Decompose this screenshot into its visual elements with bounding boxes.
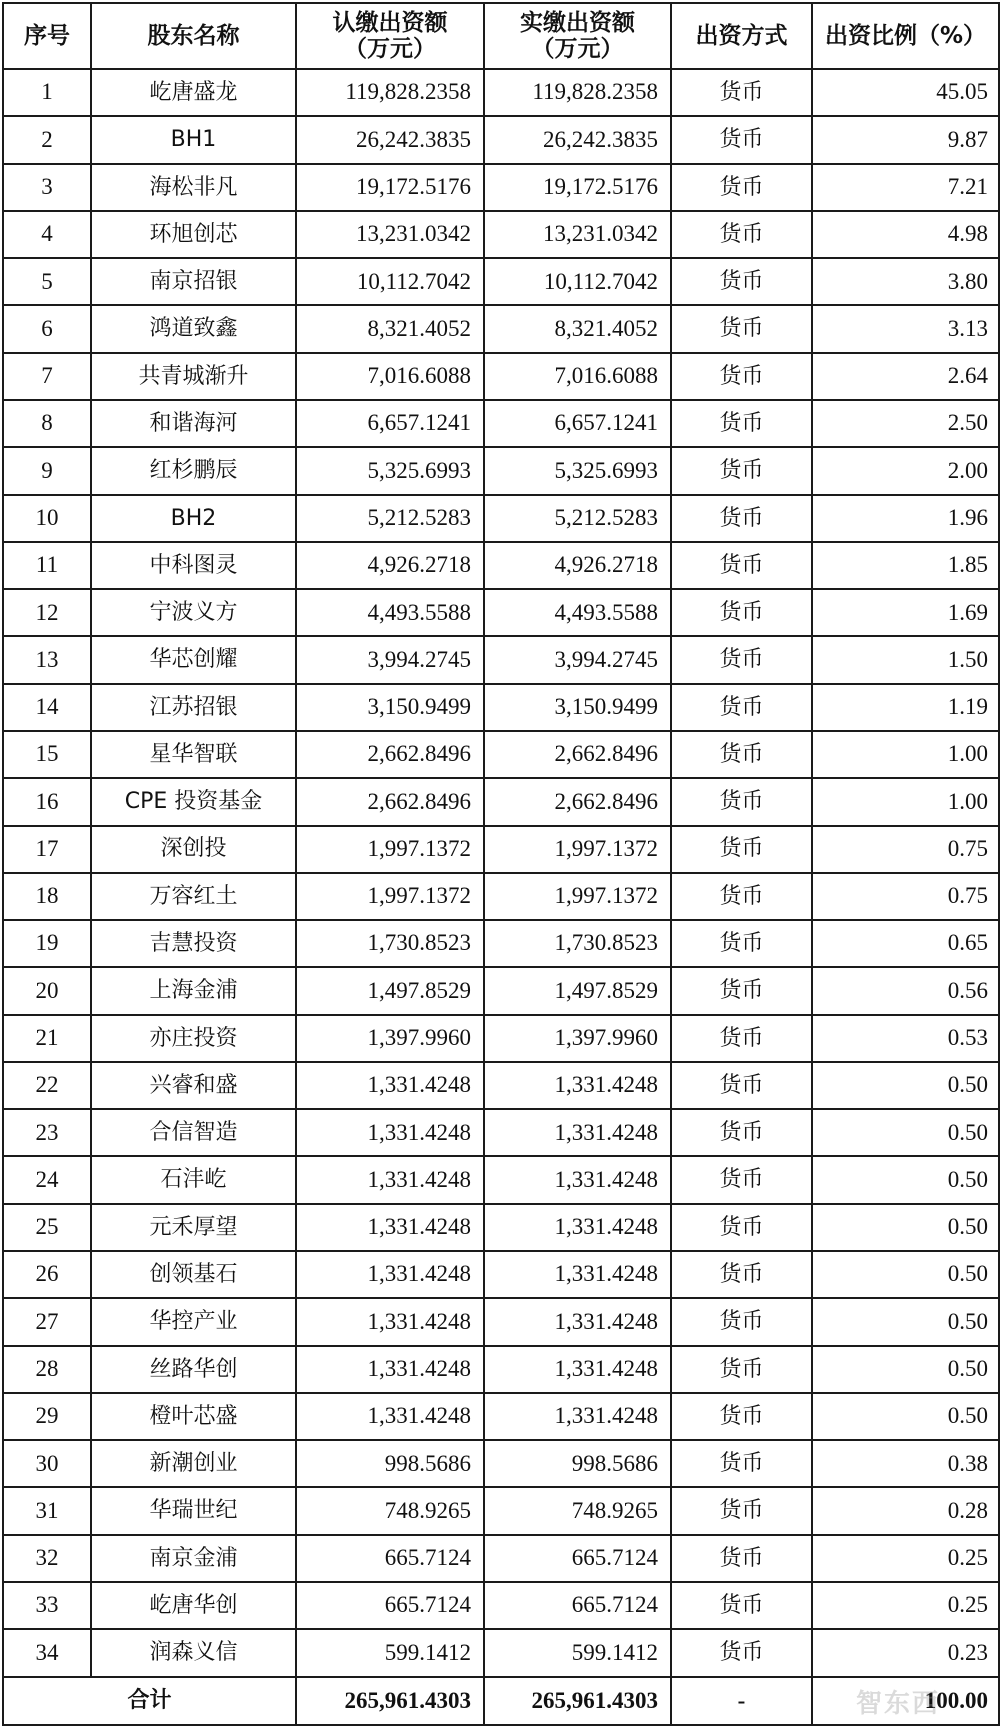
cell-subscribed-amount: 26,242.3835 [296,116,484,163]
cell-shareholder-name: 丝路华创 [91,1346,296,1393]
cell-contribution-ratio: 1.00 [812,778,999,825]
cell-contribution-ratio: 0.50 [812,1393,999,1440]
cell-paid-amount: 119,828.2358 [484,69,671,116]
shareholder-contribution-table [2,2,1000,1726]
cell-shareholder-name: 鸿道致鑫 [91,305,296,352]
cell-subscribed-amount: 10,112.7042 [296,258,484,305]
cell-shareholder-name: 吉慧投资 [91,920,296,967]
cell-contribution-ratio: 1.85 [812,542,999,589]
cell-paid-amount: 2,662.8496 [484,778,671,825]
cell-subscribed-amount: 1,331.4248 [296,1346,484,1393]
cell-subscribed-amount: 998.5686 [296,1440,484,1487]
cell-shareholder-name: 润森义信 [91,1629,296,1677]
cell-no: 27 [3,1298,91,1345]
cell-contribution-ratio: 1.00 [812,731,999,778]
table-row [3,1015,999,1062]
cell-contribution-ratio: 1.19 [812,684,999,731]
table-row [3,1298,999,1345]
table-row [3,542,999,589]
cell-shareholder-name: 星华智联 [91,731,296,778]
cell-shareholder-name: 深创投 [91,826,296,873]
table-row [3,116,999,163]
total-paid: 265,961.4303 [484,1677,671,1725]
cell-no: 25 [3,1204,91,1251]
cell-contribution-method: 货币 [671,1015,812,1062]
cell-contribution-ratio: 0.38 [812,1440,999,1487]
cell-no: 15 [3,731,91,778]
cell-subscribed-amount: 748.9265 [296,1487,484,1534]
header-method: 出资方式 [671,3,812,69]
cell-paid-amount: 599.1412 [484,1629,671,1677]
cell-contribution-ratio: 0.53 [812,1015,999,1062]
cell-subscribed-amount: 1,331.4248 [296,1109,484,1156]
cell-shareholder-name: 环旭创芯 [91,211,296,258]
cell-subscribed-amount: 6,657.1241 [296,400,484,447]
cell-contribution-ratio: 45.05 [812,69,999,116]
cell-contribution-ratio: 0.23 [812,1629,999,1677]
cell-subscribed-amount: 5,212.5283 [296,495,484,542]
total-subscribed: 265,961.4303 [296,1677,484,1725]
cell-subscribed-amount: 1,997.1372 [296,826,484,873]
cell-contribution-method: 货币 [671,1629,812,1677]
total-method: - [671,1677,812,1725]
header-paid-unit: （万元） [531,36,624,62]
cell-shareholder-name: 共青城渐升 [91,353,296,400]
cell-contribution-method: 货币 [671,778,812,825]
cell-contribution-ratio: 0.50 [812,1109,999,1156]
cell-paid-amount: 1,997.1372 [484,826,671,873]
cell-paid-amount: 665.7124 [484,1582,671,1629]
cell-no: 17 [3,826,91,873]
cell-shareholder-name: 橙叶芯盛 [91,1393,296,1440]
table-row [3,164,999,211]
cell-shareholder-name: 屹唐盛龙 [91,69,296,116]
cell-no: 24 [3,1156,91,1203]
cell-no: 1 [3,69,91,116]
cell-no: 20 [3,967,91,1014]
cell-shareholder-name: 上海金浦 [91,967,296,1014]
cell-contribution-method: 货币 [671,1204,812,1251]
cell-contribution-method: 货币 [671,116,812,163]
table-row [3,967,999,1014]
table-row [3,447,999,494]
table-row [3,1393,999,1440]
cell-subscribed-amount: 1,331.4248 [296,1204,484,1251]
cell-shareholder-name: 中科图灵 [91,542,296,589]
header-subscribed [296,3,484,69]
cell-contribution-method: 货币 [671,684,812,731]
table-row [3,1629,999,1677]
cell-contribution-method: 货币 [671,542,812,589]
cell-paid-amount: 1,331.4248 [484,1393,671,1440]
cell-contribution-method: 货币 [671,1346,812,1393]
cell-contribution-method: 货币 [671,731,812,778]
cell-subscribed-amount: 599.1412 [296,1629,484,1677]
cell-paid-amount: 1,497.8529 [484,967,671,1014]
cell-contribution-ratio: 2.64 [812,353,999,400]
cell-no: 11 [3,542,91,589]
cell-no: 6 [3,305,91,352]
cell-shareholder-name: 新潮创业 [91,1440,296,1487]
cell-no: 18 [3,873,91,920]
cell-no: 2 [3,116,91,163]
cell-subscribed-amount: 8,321.4052 [296,305,484,352]
cell-contribution-ratio: 0.25 [812,1582,999,1629]
cell-no: 31 [3,1487,91,1534]
cell-shareholder-name: 万容红土 [91,873,296,920]
table-row [3,495,999,542]
cell-shareholder-name: 合信智造 [91,1109,296,1156]
cell-contribution-ratio: 0.50 [812,1156,999,1203]
table-row [3,1535,999,1582]
cell-contribution-ratio: 0.65 [812,920,999,967]
cell-shareholder-name: 亦庄投资 [91,1015,296,1062]
cell-paid-amount: 1,331.4248 [484,1156,671,1203]
header-paid [484,3,671,69]
cell-subscribed-amount: 1,997.1372 [296,873,484,920]
cell-paid-amount: 665.7124 [484,1535,671,1582]
cell-no: 34 [3,1629,91,1677]
cell-contribution-ratio: 1.96 [812,495,999,542]
cell-contribution-method: 货币 [671,353,812,400]
cell-shareholder-name: BH2 [91,495,296,542]
table-row [3,778,999,825]
cell-contribution-method: 货币 [671,873,812,920]
cell-no: 13 [3,636,91,683]
cell-paid-amount: 3,150.9499 [484,684,671,731]
cell-paid-amount: 1,397.9960 [484,1015,671,1062]
cell-paid-amount: 748.9265 [484,1487,671,1534]
cell-contribution-ratio: 0.50 [812,1204,999,1251]
cell-contribution-ratio: 7.21 [812,164,999,211]
table-row [3,684,999,731]
cell-contribution-method: 货币 [671,1487,812,1534]
cell-shareholder-name: CPE 投资基金 [91,778,296,825]
table-row [3,873,999,920]
cell-subscribed-amount: 5,325.6993 [296,447,484,494]
header-ratio: 出资比例（%） [812,3,999,69]
cell-no: 10 [3,495,91,542]
cell-contribution-ratio: 0.75 [812,873,999,920]
cell-subscribed-amount: 1,730.8523 [296,920,484,967]
header-subscribed-line1: 认缴出资额 [332,9,448,36]
cell-contribution-ratio: 2.00 [812,447,999,494]
table-row [3,69,999,116]
cell-contribution-ratio: 0.25 [812,1535,999,1582]
cell-no: 8 [3,400,91,447]
table-row [3,589,999,636]
table-footer [3,1677,999,1725]
cell-shareholder-name: 华芯创耀 [91,636,296,683]
cell-paid-amount: 1,331.4248 [484,1346,671,1393]
cell-contribution-method: 货币 [671,826,812,873]
cell-contribution-ratio: 3.13 [812,305,999,352]
cell-paid-amount: 1,331.4248 [484,1109,671,1156]
cell-paid-amount: 8,321.4052 [484,305,671,352]
cell-subscribed-amount: 2,662.8496 [296,778,484,825]
cell-paid-amount: 7,016.6088 [484,353,671,400]
cell-contribution-method: 货币 [671,69,812,116]
cell-paid-amount: 5,325.6993 [484,447,671,494]
cell-no: 30 [3,1440,91,1487]
table-row [3,1109,999,1156]
header-paid-line1: 实缴出资额 [520,9,635,36]
cell-contribution-ratio: 3.80 [812,258,999,305]
table-row [3,1204,999,1251]
header-subscribed-unit: （万元） [344,36,436,62]
total-row [3,1677,999,1725]
cell-contribution-ratio: 0.50 [812,1251,999,1298]
cell-contribution-ratio: 0.75 [812,826,999,873]
cell-contribution-ratio: 0.50 [812,1298,999,1345]
table-row [3,1440,999,1487]
cell-subscribed-amount: 2,662.8496 [296,731,484,778]
table-row [3,1346,999,1393]
cell-paid-amount: 5,212.5283 [484,495,671,542]
header-row [3,3,999,69]
cell-contribution-method: 货币 [671,305,812,352]
total-ratio: 100.00 [812,1677,999,1725]
cell-subscribed-amount: 4,493.5588 [296,589,484,636]
cell-paid-amount: 4,926.2718 [484,542,671,589]
cell-paid-amount: 26,242.3835 [484,116,671,163]
cell-shareholder-name: 石沣屹 [91,1156,296,1203]
header-name: 股东名称 [91,3,296,69]
cell-no: 21 [3,1015,91,1062]
table-body [3,69,999,1677]
cell-contribution-method: 货币 [671,1535,812,1582]
cell-subscribed-amount: 3,150.9499 [296,684,484,731]
cell-contribution-method: 货币 [671,1109,812,1156]
cell-contribution-method: 货币 [671,1156,812,1203]
total-label: 合计 [3,1677,296,1725]
cell-subscribed-amount: 19,172.5176 [296,164,484,211]
cell-no: 28 [3,1346,91,1393]
cell-shareholder-name: 南京金浦 [91,1535,296,1582]
cell-contribution-method: 货币 [671,589,812,636]
table-row [3,826,999,873]
cell-no: 16 [3,778,91,825]
cell-paid-amount: 13,231.0342 [484,211,671,258]
cell-paid-amount: 1,730.8523 [484,920,671,967]
table-row [3,353,999,400]
cell-no: 23 [3,1109,91,1156]
cell-paid-amount: 19,172.5176 [484,164,671,211]
cell-subscribed-amount: 1,331.4248 [296,1156,484,1203]
shareholder-table-container [2,2,998,1726]
table-row [3,211,999,258]
cell-no: 4 [3,211,91,258]
cell-contribution-ratio: 2.50 [812,400,999,447]
cell-subscribed-amount: 3,994.2745 [296,636,484,683]
cell-contribution-ratio: 0.56 [812,967,999,1014]
cell-subscribed-amount: 1,331.4248 [296,1062,484,1109]
table-row [3,305,999,352]
cell-subscribed-amount: 4,926.2718 [296,542,484,589]
cell-contribution-ratio: 0.28 [812,1487,999,1534]
cell-contribution-ratio: 9.87 [812,116,999,163]
cell-subscribed-amount: 1,331.4248 [296,1298,484,1345]
cell-no: 9 [3,447,91,494]
cell-paid-amount: 1,331.4248 [484,1298,671,1345]
cell-shareholder-name: 华瑞世纪 [91,1487,296,1534]
cell-contribution-ratio: 1.69 [812,589,999,636]
cell-paid-amount: 4,493.5588 [484,589,671,636]
cell-contribution-ratio: 1.50 [812,636,999,683]
cell-shareholder-name: 创领基石 [91,1251,296,1298]
cell-paid-amount: 1,331.4248 [484,1204,671,1251]
cell-no: 19 [3,920,91,967]
cell-subscribed-amount: 1,331.4248 [296,1251,484,1298]
cell-shareholder-name: 屹唐华创 [91,1582,296,1629]
cell-contribution-method: 货币 [671,920,812,967]
table-row [3,1062,999,1109]
cell-subscribed-amount: 665.7124 [296,1582,484,1629]
cell-no: 26 [3,1251,91,1298]
cell-contribution-method: 货币 [671,967,812,1014]
cell-no: 7 [3,353,91,400]
cell-contribution-method: 货币 [671,211,812,258]
table-row [3,636,999,683]
cell-shareholder-name: 海松非凡 [91,164,296,211]
cell-contribution-method: 货币 [671,1251,812,1298]
cell-no: 32 [3,1535,91,1582]
cell-contribution-ratio: 0.50 [812,1346,999,1393]
cell-contribution-method: 货币 [671,400,812,447]
cell-shareholder-name: 红杉鹏辰 [91,447,296,494]
table-row [3,400,999,447]
cell-subscribed-amount: 13,231.0342 [296,211,484,258]
table-row [3,1582,999,1629]
cell-no: 29 [3,1393,91,1440]
cell-no: 5 [3,258,91,305]
cell-paid-amount: 998.5686 [484,1440,671,1487]
table-row [3,920,999,967]
cell-subscribed-amount: 1,331.4248 [296,1393,484,1440]
cell-paid-amount: 1,331.4248 [484,1251,671,1298]
cell-no: 14 [3,684,91,731]
cell-shareholder-name: 兴睿和盛 [91,1062,296,1109]
cell-paid-amount: 1,997.1372 [484,873,671,920]
cell-contribution-method: 货币 [671,1582,812,1629]
cell-contribution-method: 货币 [671,1440,812,1487]
cell-no: 22 [3,1062,91,1109]
cell-contribution-ratio: 4.98 [812,211,999,258]
cell-subscribed-amount: 1,497.8529 [296,967,484,1014]
cell-contribution-method: 货币 [671,447,812,494]
cell-contribution-method: 货币 [671,258,812,305]
cell-shareholder-name: 江苏招银 [91,684,296,731]
table-header [3,3,999,69]
cell-paid-amount: 10,112.7042 [484,258,671,305]
table-row [3,1156,999,1203]
cell-shareholder-name: 元禾厚望 [91,1204,296,1251]
table-row [3,258,999,305]
cell-contribution-method: 货币 [671,495,812,542]
header-no: 序号 [3,3,91,69]
cell-shareholder-name: 宁波义方 [91,589,296,636]
cell-paid-amount: 6,657.1241 [484,400,671,447]
cell-shareholder-name: 南京招银 [91,258,296,305]
cell-paid-amount: 1,331.4248 [484,1062,671,1109]
cell-contribution-method: 货币 [671,1298,812,1345]
cell-paid-amount: 2,662.8496 [484,731,671,778]
cell-shareholder-name: 和谐海河 [91,400,296,447]
cell-paid-amount: 3,994.2745 [484,636,671,683]
cell-contribution-method: 货币 [671,636,812,683]
cell-subscribed-amount: 1,397.9960 [296,1015,484,1062]
cell-shareholder-name: 华控产业 [91,1298,296,1345]
cell-subscribed-amount: 119,828.2358 [296,69,484,116]
cell-subscribed-amount: 665.7124 [296,1535,484,1582]
cell-contribution-method: 货币 [671,1393,812,1440]
cell-no: 3 [3,164,91,211]
table-row [3,1487,999,1534]
cell-contribution-ratio: 0.50 [812,1062,999,1109]
table-row [3,731,999,778]
table-row [3,1251,999,1298]
cell-no: 33 [3,1582,91,1629]
cell-no: 12 [3,589,91,636]
cell-contribution-method: 货币 [671,1062,812,1109]
cell-shareholder-name: BH1 [91,116,296,163]
cell-contribution-method: 货币 [671,164,812,211]
watermark-logo: 智东西 [855,1689,940,1719]
cell-subscribed-amount: 7,016.6088 [296,353,484,400]
